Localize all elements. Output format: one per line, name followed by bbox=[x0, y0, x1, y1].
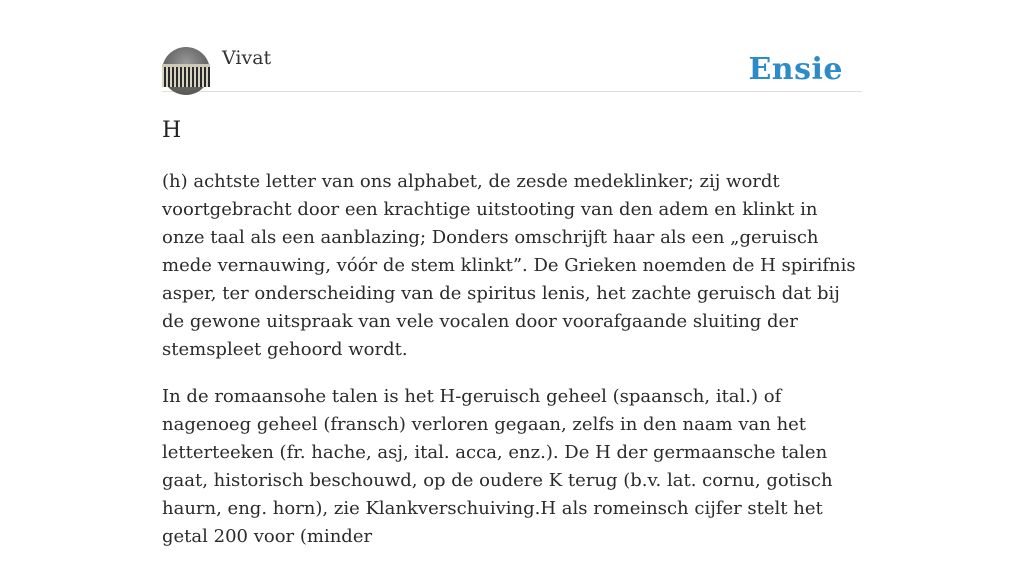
site-logo[interactable]: Ensie bbox=[748, 52, 843, 87]
article-title: H bbox=[162, 118, 182, 143]
page-container bbox=[162, 0, 862, 547]
header bbox=[162, 0, 862, 92]
paragraph: (h) achtste letter van ons alphabet, de zesde medeklinker; zij wordt voortgebracht door een krachtige uitstooting van den adem en klinkt in onze taal als een aanblazing; Donders omschrijft haar als een „geruisch mede vernauwing, vóór de stem klinkt”. De Grieken noemden de H spirifnis asper, ter onderscheiding van de spiritus lenis, het zachte geruisch dat bij de gewone uitspraak van vele vocalen door voorafgaande sluiting der stemspleet gehoord wordt. bbox=[162, 171, 856, 360]
article-body bbox=[162, 168, 862, 570]
author-avatar[interactable] bbox=[162, 47, 210, 95]
avatar-bookshelf-image bbox=[162, 67, 210, 87]
author-name[interactable]: Vivat bbox=[222, 47, 272, 69]
paragraph: In de romaansohe talen is het H-geruisch geheel (spaansch, ital.) of nagenoeg geheel (fransch) verloren gegaan, zelfs in den naam van het letterteeken (fr. hache, asj, ital. acca, enz.). De H der germaansche talen gaat, historisch beschouwd, op de oudere K terug (b.v. lat. cornu, gotisch haurn, eng. horn), zie Klankverschuiving.H als romeinsch cijfer stelt het getal 200 voor (minder bbox=[162, 386, 833, 547]
